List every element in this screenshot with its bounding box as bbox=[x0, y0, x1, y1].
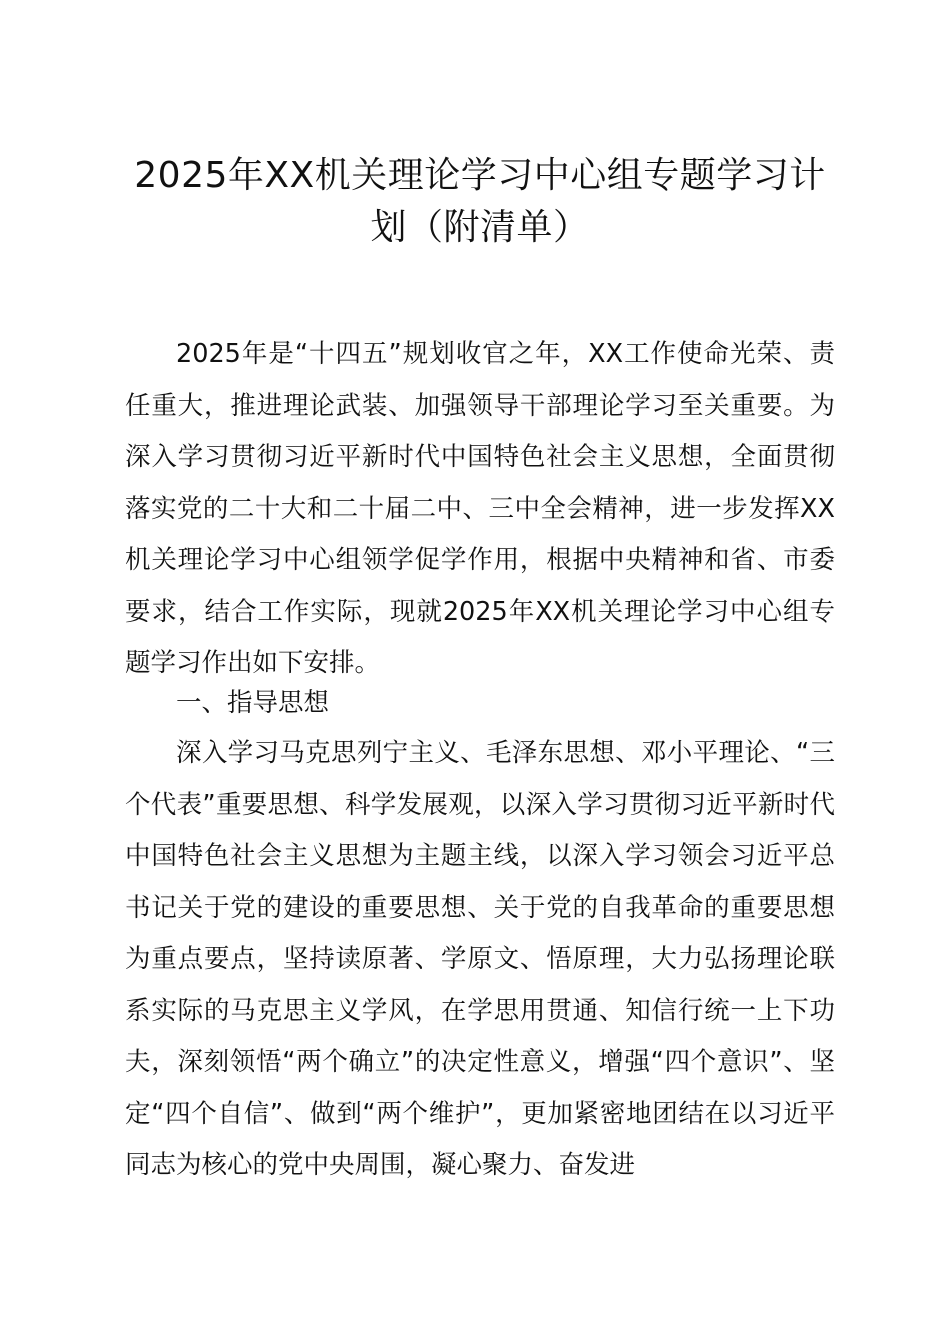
document-title: 2025年XX机关理论学习中心组专题学习计划（附清单） bbox=[134, 155, 826, 248]
section-heading-guiding-ideology: 一、指导思想 bbox=[176, 688, 330, 718]
intro-paragraph: 2025年是“十四五”规划收官之年，XX工作使命光荣、责任重大，推进理论武装、加强领导干部理论学习至关重要。为深入学习贯彻习近平新时代中国特色社会主义思想，全面贯彻落实党的二十大和二十届二中、三中全会精神，进一步发挥XX机关理论学习中心组领学促学作用，根据中央精神和省、市委要求，结合工作实际，现就2025年XX机关理论学习中心组专题学习作出如下安排。 bbox=[125, 339, 835, 678]
guiding-ideology-paragraph: 深入学习马克思列宁主义、毛泽东思想、邓小平理论、“三个代表”重要思想、科学发展观，以深入学习贯彻习近平新时代中国特色社会主义思想为主题主线，以深入学习领会习近平总书记关于党的建设的重要思想、关于党的自我革命的重要思想为重点要点，坚持读原著、学原文、悟原理，大力弘扬理论联系实际的马克思主义学风，在学思用贯通、知信行统一上下功夫，深刻领悟“两个确立”的决定性意义，增强“四个意识”、坚定“四个自信”、做到“两个维护”，更加紧密地团结在以习近平同志为核心的党中央周围，凝心聚力、奋发进 bbox=[125, 738, 835, 1180]
